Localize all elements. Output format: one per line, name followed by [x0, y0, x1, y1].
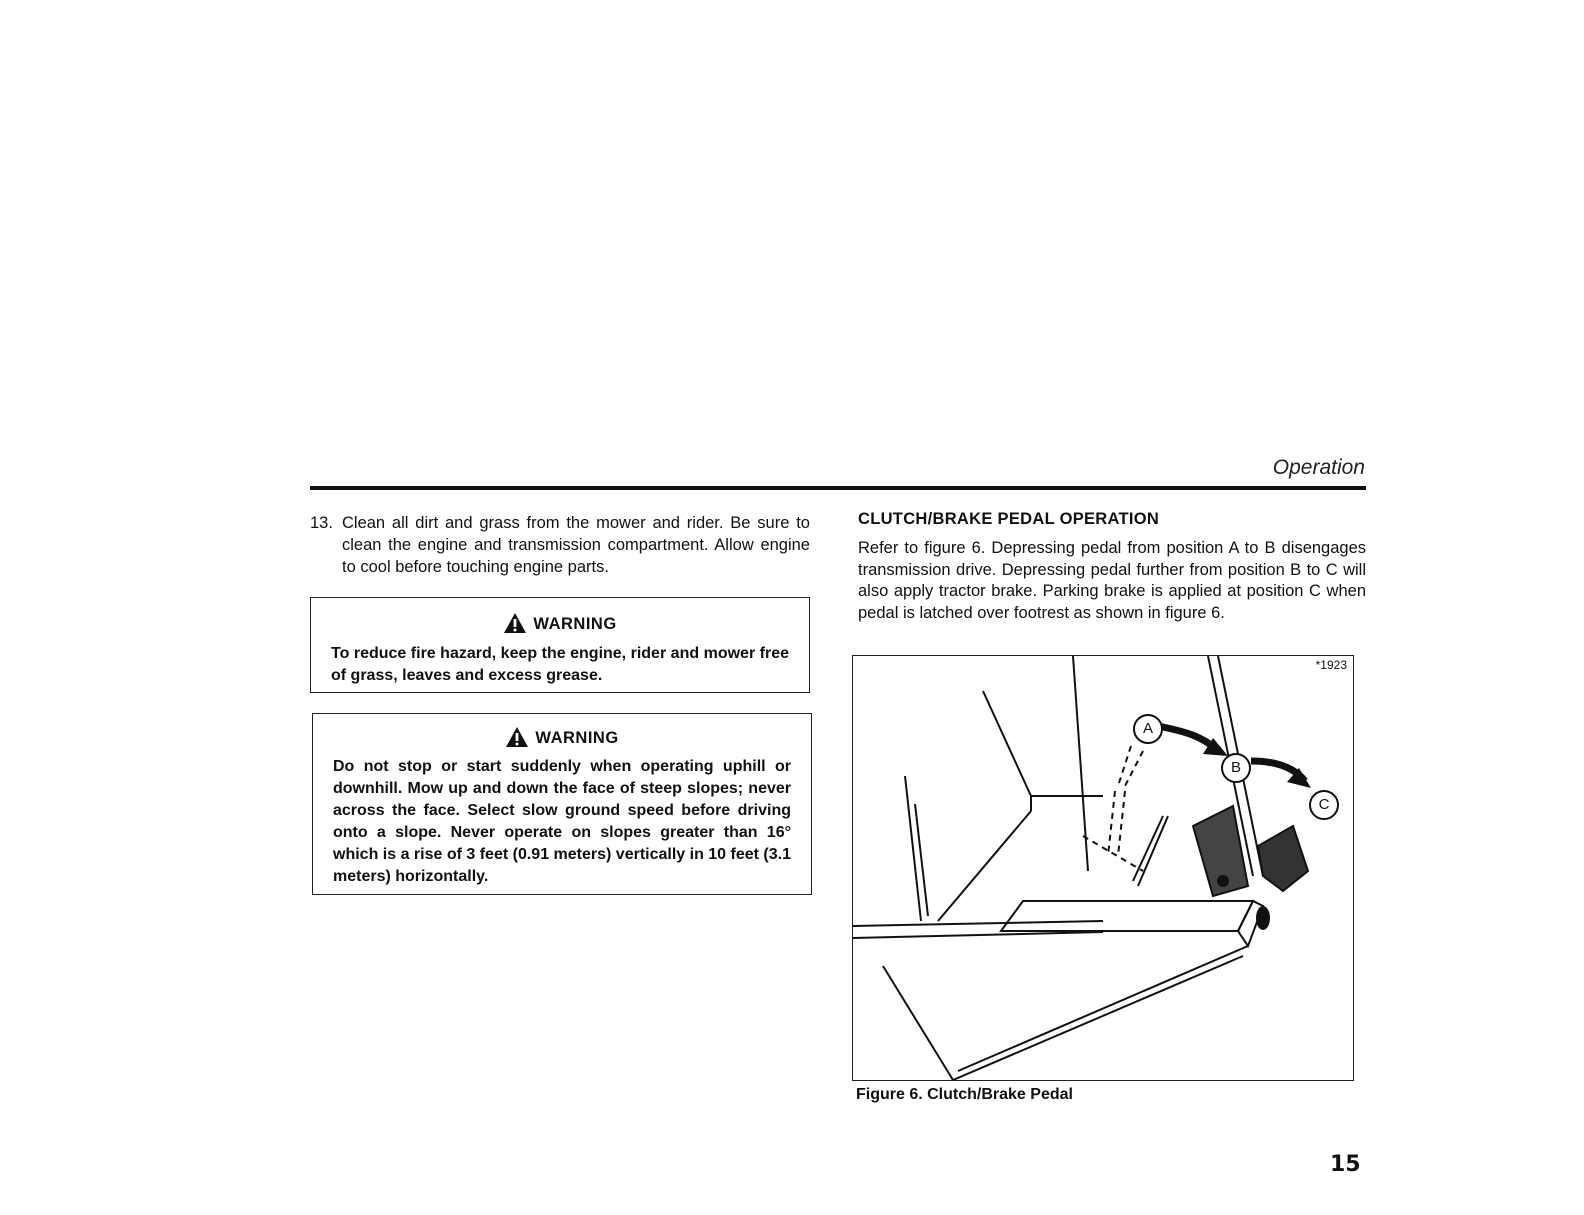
position-label-c: C: [1309, 790, 1339, 820]
section-title: Operation: [1272, 456, 1365, 479]
warning-triangle-icon: [505, 729, 535, 747]
warning-heading: [313, 726, 811, 748]
clutch-brake-pedal-illustration: [853, 656, 1353, 1080]
warning-box-fire: [310, 597, 810, 693]
position-label-b: B: [1221, 753, 1251, 783]
step-number: 13.: [310, 514, 333, 532]
figure-code: *1923: [1315, 658, 1347, 672]
warning-box-slopes: [312, 713, 812, 895]
warning-heading: [311, 612, 809, 634]
page-number: 15: [1330, 1152, 1361, 1177]
section-heading: CLUTCH/BRAKE PEDAL OPERATION: [858, 510, 1160, 528]
warning-text: Do not stop or start suddenly when operating uphill or downhill. Mow up and down the face of steep slopes; never across the face. Select slow ground speed before driving onto a slope. Never operate on slopes greater than 16° which is a rise of 3 feet (0.91 meters) vertically in 10 feet (3.1 meters) horizontally.: [333, 758, 791, 885]
figure-6: [852, 655, 1354, 1081]
warning-text: To reduce fire hazard, keep the engine, rider and mower free of grass, leaves and excess grease.: [331, 645, 789, 684]
instruction-paragraph: Refer to figure 6. Depressing pedal from position A to B disengages transmission drive. Depressing pedal further from position B to C will also apply tractor brake. Parking brake is applied at position C when pedal is latched over footrest as shown in figure 6.: [858, 539, 1366, 622]
warning-label: WARNING: [533, 615, 617, 633]
position-label-a: A: [1133, 714, 1163, 744]
figure-caption: Figure 6. Clutch/Brake Pedal: [856, 1086, 1073, 1103]
warning-triangle-icon: [503, 615, 533, 633]
header-rule: [310, 486, 1366, 490]
step-text: Clean all dirt and grass from the mower and rider. Be sure to clean the engine and transmission compartment. Allow engine to cool before touching engine parts.: [342, 514, 810, 576]
warning-label: WARNING: [535, 729, 619, 747]
